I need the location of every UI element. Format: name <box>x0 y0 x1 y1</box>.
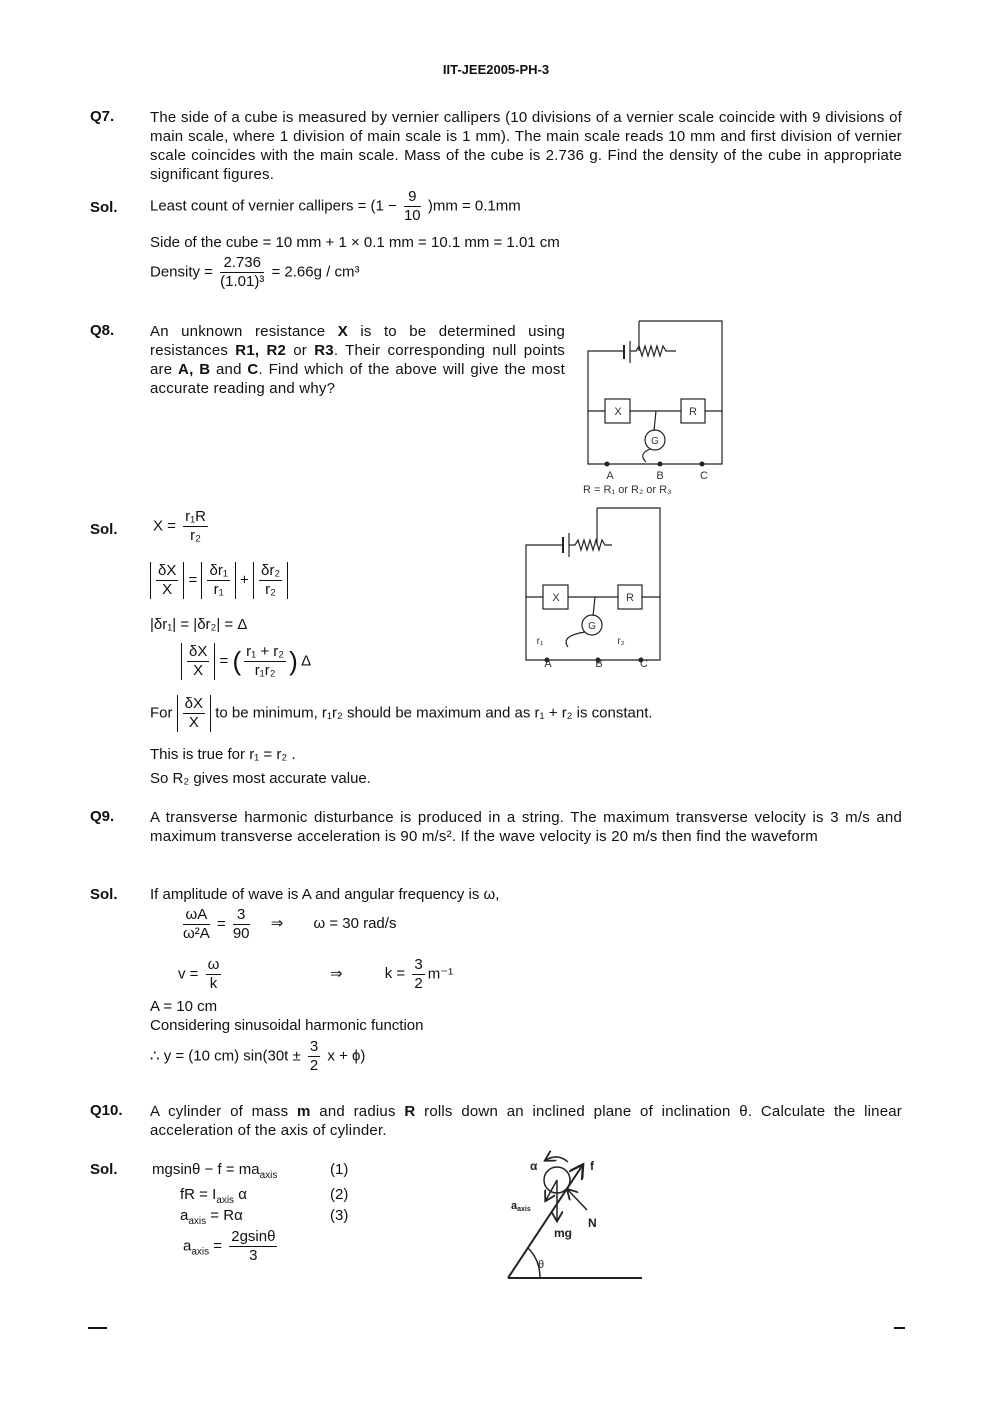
numerator: δX <box>158 562 177 579</box>
q10-eq3-number: (3) <box>330 1207 349 1224</box>
galvanometer-label: G <box>651 436 659 447</box>
denominator: 2 <box>414 975 423 992</box>
denominator: 2 <box>309 1057 319 1074</box>
text: x + ϕ) <box>327 1047 366 1065</box>
text: X = <box>153 517 176 535</box>
numerator: δr₁ <box>209 562 228 579</box>
denominator: (1.01)³ <box>220 273 265 290</box>
numerator: δX <box>189 643 208 660</box>
acceleration-label <box>511 1200 531 1213</box>
meter-bridge-circuit <box>580 318 740 500</box>
text: = <box>209 1237 223 1255</box>
numerator: 3 <box>414 956 423 973</box>
abs <box>253 562 288 599</box>
text: . Their corresponding null points are <box>150 342 566 378</box>
circuit-caption: R = R₁ or R₂ or R₃ <box>583 484 672 496</box>
numerator: 3 <box>309 1038 319 1055</box>
q8-eq1 <box>153 508 211 545</box>
resistor-r-label: R <box>626 592 634 604</box>
fraction <box>233 906 250 943</box>
q10-eq3 <box>180 1207 243 1227</box>
text: ⇒ <box>330 965 343 983</box>
text: ⇒ <box>270 915 284 933</box>
q10-text <box>150 1102 902 1140</box>
q10-eq1 <box>152 1161 277 1181</box>
normal-force-label: N <box>588 1216 597 1230</box>
q8-text <box>150 322 565 398</box>
text: Density = <box>150 263 213 281</box>
q8-eq3: |δr₁| = |δr₂| = Δ <box>150 616 248 633</box>
denominator: r₂ <box>265 581 276 598</box>
abs <box>177 695 211 732</box>
q10-eq4 <box>183 1228 280 1265</box>
text: v = <box>178 965 199 983</box>
fraction <box>404 188 421 225</box>
text: axis <box>216 1195 235 1206</box>
q8-conclusion: So R₂ gives most accurate value. <box>150 770 371 787</box>
resistor-x-label: X <box>614 406 622 418</box>
inclined-plane-diagram <box>500 1150 650 1285</box>
numerator: ω <box>207 956 220 973</box>
text: k = <box>384 965 406 983</box>
abs <box>150 562 184 599</box>
resistor-r-label: R <box>689 406 697 418</box>
text: to be minimum, r₁r₂ should be maximum and as r₁ + r₂ is constant. <box>215 704 653 722</box>
text: axis <box>517 1206 531 1213</box>
fraction <box>259 562 282 599</box>
text: a <box>511 1200 518 1212</box>
q10-eq1-number: (1) <box>330 1161 349 1178</box>
q9-amplitude: A = 10 cm <box>150 998 218 1015</box>
fraction <box>229 1228 277 1265</box>
text: rolls down an inclined plane of inclination θ. Calculate the linear acceleration of the axis of cylinder. <box>150 1103 902 1139</box>
numerator: 3 <box>233 906 250 925</box>
galvanometer-label: G <box>588 621 596 632</box>
point-c-label: C <box>640 658 648 670</box>
text: Δ <box>301 652 312 670</box>
text: α <box>234 1186 247 1203</box>
q9-v-eq <box>178 956 224 993</box>
point-b-label: B <box>595 658 603 670</box>
text: and <box>210 361 248 378</box>
text: m⁻¹ <box>427 965 454 983</box>
text: = Rα <box>206 1207 243 1224</box>
q10-label: Q10. <box>90 1102 123 1119</box>
denominator: X <box>188 714 199 731</box>
q8-true-line: This is true for r₁ = r₂ . <box>150 746 296 763</box>
q10-eq2 <box>180 1186 247 1206</box>
q8-eq2 <box>150 562 288 599</box>
fraction <box>183 508 208 545</box>
text: or <box>286 342 315 359</box>
abs <box>201 562 235 599</box>
denominator: r₂ <box>190 527 201 544</box>
text: For <box>150 704 173 722</box>
numerator: δr₂ <box>260 562 281 579</box>
fraction <box>187 643 209 680</box>
theta-label: θ <box>538 1259 545 1271</box>
denominator: X <box>162 581 173 598</box>
q7-least-count <box>150 188 521 225</box>
q9-k-eq <box>330 956 453 993</box>
denominator: r₁r₂ <box>254 662 276 679</box>
text: )mm = 0.1mm <box>427 197 521 215</box>
text: = 2.66g / cm³ <box>271 263 360 281</box>
denominator: k <box>209 975 218 992</box>
text: C <box>247 361 259 378</box>
resistor-x-label: X <box>552 592 560 604</box>
friction-label: f <box>590 1159 594 1173</box>
q9-line1: If amplitude of wave is A and angular frequency is ω, <box>150 886 500 903</box>
meter-bridge-circuit-solution <box>520 505 665 670</box>
q7-density <box>150 254 359 291</box>
text: ∴ y = (10 cm) sin(30t ± <box>150 1047 301 1065</box>
q8-sol-label: Sol. <box>90 521 118 538</box>
text: = <box>188 571 198 589</box>
denominator: r₁ <box>213 581 224 598</box>
point-b-label: B <box>656 470 664 482</box>
point-a-label: A <box>544 658 552 670</box>
numerator: r₁R <box>185 508 206 525</box>
q8-eq4: $\frac{\delta X}{X}$ = ( $\frac{\text{r₁ + r₂}}{\text{r₁r₂}}$ ) Δ <box>181 643 311 680</box>
denominator: ω²A <box>183 925 210 942</box>
denominator: X <box>193 662 204 679</box>
q7-text: The side of a cube is measured by vernier callipers (10 divisions of a vernier scale coincide with 9 divisions of main scale, where 1 division of main scale is 1 mm). The main scale reads 10 mm and first division of vernier scale coincides with the main scale. Mass of the cube is 2.736 g. Find the density of the cube in appropriate significant figures. <box>150 109 902 183</box>
q7-sol-label: Sol. <box>90 199 118 216</box>
page-header: IIT-JEE2005-PH-3 <box>442 62 550 77</box>
point-a-label: A <box>606 470 614 482</box>
fraction <box>220 254 264 291</box>
text: a <box>183 1237 192 1255</box>
alpha-label: α <box>530 1159 538 1173</box>
denominator: 10 <box>403 207 421 224</box>
q10-sol-label: Sol. <box>90 1161 118 1178</box>
q7-label: Q7. <box>90 108 115 125</box>
q8-label: Q8. <box>90 322 115 339</box>
numerator: r₁ + r₂ <box>246 643 285 660</box>
text: A cylinder of mass <box>150 1103 298 1120</box>
text: m <box>297 1103 311 1120</box>
fraction <box>207 562 229 599</box>
text: and radius <box>310 1103 405 1120</box>
numerator: 9 <box>404 188 421 207</box>
text: R3 <box>314 342 334 359</box>
q9-considering: Considering sinusoidal harmonic function <box>150 1017 424 1034</box>
fraction <box>244 643 286 680</box>
text: is to be determined using resistances <box>150 323 565 359</box>
text: ω = 30 rad/s <box>313 915 397 933</box>
fraction <box>206 956 222 993</box>
q9-waveform <box>150 1038 365 1075</box>
text: . Find which of the above will give the most accurate reading and why? <box>150 361 565 397</box>
text: An unknown resistance <box>150 323 338 340</box>
numerator: δX <box>184 695 204 712</box>
fraction <box>308 1038 320 1075</box>
fraction <box>156 562 178 599</box>
text: axis <box>259 1170 278 1181</box>
footer-dash-right <box>894 1327 905 1329</box>
numerator: 2gsinθ <box>231 1228 276 1245</box>
r1-label: r₁ <box>536 636 544 647</box>
text: fR = I <box>180 1186 217 1203</box>
q9-text: A transverse harmonic disturbance is produced in a string. The maximum transverse velocity is 3 m/s and maximum transverse acceleration is 90 m/s². If the wave velocity is 20 m/s then find the waveform <box>150 809 902 845</box>
q8-for-line <box>150 695 653 732</box>
q7-side: Side of the cube = 10 mm + 1 × 0.1 mm = 10.1 mm = 1.01 cm <box>150 234 560 251</box>
q9-label: Q9. <box>90 808 115 825</box>
text: + <box>240 571 249 589</box>
text: = <box>216 915 226 933</box>
denominator: 3 <box>249 1247 258 1264</box>
r2-label: r₂ <box>617 636 625 647</box>
text: Least count of vernier callipers = (1 − <box>150 197 397 215</box>
text: = <box>219 652 229 670</box>
text: R1, R2 <box>235 342 287 359</box>
q10-eq2-number: (2) <box>330 1186 349 1203</box>
text: X <box>337 323 348 340</box>
q9-sol-label: Sol. <box>90 886 118 903</box>
text: a <box>180 1207 189 1224</box>
footer-dash-left <box>88 1327 107 1329</box>
fraction <box>183 695 205 732</box>
numerator: 2.736 <box>220 254 264 273</box>
text: mgsinθ − f = ma <box>152 1161 260 1178</box>
q9-omega-eq <box>180 906 396 943</box>
abs <box>181 643 215 680</box>
weight-label: mg <box>554 1226 572 1240</box>
numerator: ωA <box>183 906 210 925</box>
text: axis <box>188 1216 207 1227</box>
fraction <box>183 906 210 943</box>
text: A, B <box>178 361 211 378</box>
denominator: 90 <box>232 925 250 942</box>
fraction <box>412 956 424 993</box>
point-c-label: C <box>700 470 708 482</box>
text: R <box>404 1103 416 1120</box>
text: axis <box>191 1246 210 1258</box>
